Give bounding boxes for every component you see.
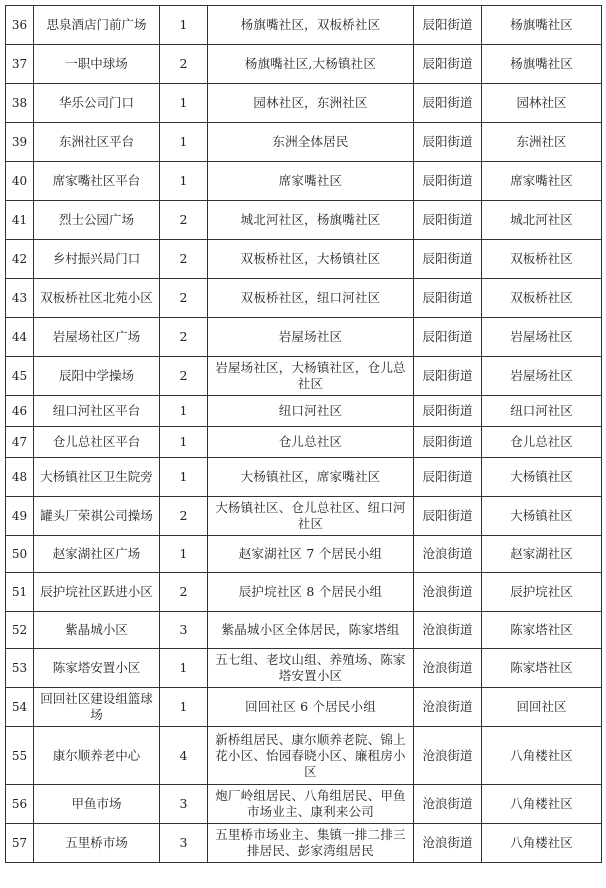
row-number: 40 xyxy=(6,162,34,201)
site-name: 仓儿总社区平台 xyxy=(34,427,160,458)
table-row xyxy=(6,612,602,649)
table-row xyxy=(6,396,602,427)
community: 纽口河社区 xyxy=(482,396,602,427)
street: 辰阳街道 xyxy=(414,84,482,123)
site-name: 辰护垸社区跃进小区 xyxy=(34,573,160,612)
table-row xyxy=(6,785,602,824)
community: 双板桥社区 xyxy=(482,240,602,279)
covered-area: 炮厂岭组居民、八角组居民、甲鱼市场业主、康利来公司 xyxy=(208,785,414,824)
covered-area: 杨旗嘴社区,大杨镇社区 xyxy=(208,45,414,84)
table-row xyxy=(6,318,602,357)
site-name: 罐头厂荣祺公司操场 xyxy=(34,497,160,536)
site-name: 乡村振兴局门口 xyxy=(34,240,160,279)
covered-area: 赵家湖社区 7 个居民小组 xyxy=(208,536,414,573)
document-page xyxy=(5,5,601,863)
covered-area: 纽口河社区 xyxy=(208,396,414,427)
point-count: 1 xyxy=(160,427,208,458)
covered-area: 席家嘴社区 xyxy=(208,162,414,201)
table-row xyxy=(6,201,602,240)
community: 席家嘴社区 xyxy=(482,162,602,201)
row-number: 54 xyxy=(6,688,34,727)
community: 大杨镇社区 xyxy=(482,458,602,497)
street: 沧浪街道 xyxy=(414,824,482,863)
row-number: 53 xyxy=(6,649,34,688)
table-row xyxy=(6,727,602,785)
point-count: 1 xyxy=(160,458,208,497)
row-number: 38 xyxy=(6,84,34,123)
street: 辰阳街道 xyxy=(414,240,482,279)
row-number: 43 xyxy=(6,279,34,318)
covered-area: 新桥组居民、康尔顺养老院、锦上花小区、怡园春晓小区、廉租房小区 xyxy=(208,727,414,785)
street: 辰阳街道 xyxy=(414,279,482,318)
row-number: 52 xyxy=(6,612,34,649)
point-count: 1 xyxy=(160,84,208,123)
community: 杨旗嘴社区 xyxy=(482,45,602,84)
point-count: 2 xyxy=(160,318,208,357)
street: 辰阳街道 xyxy=(414,357,482,396)
table-row xyxy=(6,279,602,318)
community: 园林社区 xyxy=(482,84,602,123)
community: 赵家湖社区 xyxy=(482,536,602,573)
site-name: 席家嘴社区平台 xyxy=(34,162,160,201)
street: 辰阳街道 xyxy=(414,458,482,497)
site-name: 一职中球场 xyxy=(34,45,160,84)
row-number: 45 xyxy=(6,357,34,396)
covered-area: 大杨镇社区、仓儿总社区、纽口河社区 xyxy=(208,497,414,536)
row-number: 39 xyxy=(6,123,34,162)
row-number: 48 xyxy=(6,458,34,497)
point-count: 2 xyxy=(160,573,208,612)
street: 辰阳街道 xyxy=(414,45,482,84)
site-name: 大杨镇社区卫生院旁 xyxy=(34,458,160,497)
table-row xyxy=(6,824,602,863)
community: 双板桥社区 xyxy=(482,279,602,318)
covered-area: 岩屋场社区 xyxy=(208,318,414,357)
table-row xyxy=(6,573,602,612)
covered-area: 双板桥社区，大杨镇社区 xyxy=(208,240,414,279)
point-count: 1 xyxy=(160,688,208,727)
site-name: 东洲社区平台 xyxy=(34,123,160,162)
community: 岩屋场社区 xyxy=(482,357,602,396)
street: 沧浪街道 xyxy=(414,649,482,688)
community: 大杨镇社区 xyxy=(482,497,602,536)
point-count: 2 xyxy=(160,497,208,536)
table-row xyxy=(6,536,602,573)
point-count: 1 xyxy=(160,396,208,427)
covered-area: 五里桥市场业主、集镇一排二排三排居民、彭家湾组居民 xyxy=(208,824,414,863)
point-count: 1 xyxy=(160,649,208,688)
covered-area: 五七组、老坟山组、养殖场、陈家塔安置小区 xyxy=(208,649,414,688)
covered-area: 紫晶城小区全体居民，陈家塔组 xyxy=(208,612,414,649)
street: 辰阳街道 xyxy=(414,396,482,427)
row-number: 36 xyxy=(6,6,34,45)
site-name: 岩屋场社区广场 xyxy=(34,318,160,357)
community: 东洲社区 xyxy=(482,123,602,162)
site-name: 华乐公司门口 xyxy=(34,84,160,123)
row-number: 44 xyxy=(6,318,34,357)
site-name: 陈家塔安置小区 xyxy=(34,649,160,688)
covered-area: 大杨镇社区，席家嘴社区 xyxy=(208,458,414,497)
street: 沧浪街道 xyxy=(414,785,482,824)
community: 回回社区 xyxy=(482,688,602,727)
site-name: 赵家湖社区广场 xyxy=(34,536,160,573)
covered-area: 城北河社区，杨旗嘴社区 xyxy=(208,201,414,240)
row-number: 50 xyxy=(6,536,34,573)
row-number: 41 xyxy=(6,201,34,240)
community: 辰护垸社区 xyxy=(482,573,602,612)
row-number: 57 xyxy=(6,824,34,863)
community: 城北河社区 xyxy=(482,201,602,240)
point-count: 2 xyxy=(160,240,208,279)
row-number: 49 xyxy=(6,497,34,536)
community: 仓儿总社区 xyxy=(482,427,602,458)
point-count: 1 xyxy=(160,536,208,573)
point-count: 2 xyxy=(160,279,208,318)
row-number: 46 xyxy=(6,396,34,427)
point-count: 3 xyxy=(160,612,208,649)
point-count: 1 xyxy=(160,123,208,162)
table-row xyxy=(6,458,602,497)
covered-area: 园林社区，东洲社区 xyxy=(208,84,414,123)
table-row xyxy=(6,123,602,162)
point-count: 1 xyxy=(160,162,208,201)
point-count: 1 xyxy=(160,6,208,45)
community: 陈家塔社区 xyxy=(482,649,602,688)
street: 辰阳街道 xyxy=(414,162,482,201)
covered-area: 岩屋场社区，大杨镇社区，仓儿总社区 xyxy=(208,357,414,396)
table-row xyxy=(6,45,602,84)
street: 沧浪街道 xyxy=(414,688,482,727)
point-count: 4 xyxy=(160,727,208,785)
row-number: 56 xyxy=(6,785,34,824)
table-row xyxy=(6,240,602,279)
point-count: 3 xyxy=(160,785,208,824)
table-row xyxy=(6,497,602,536)
row-number: 55 xyxy=(6,727,34,785)
table-row xyxy=(6,84,602,123)
site-name: 双板桥社区北苑小区 xyxy=(34,279,160,318)
site-name: 思泉酒店门前广场 xyxy=(34,6,160,45)
row-number: 37 xyxy=(6,45,34,84)
site-name: 辰阳中学操场 xyxy=(34,357,160,396)
row-number: 51 xyxy=(6,573,34,612)
point-count: 2 xyxy=(160,201,208,240)
covered-area: 回回社区 6 个居民小组 xyxy=(208,688,414,727)
street: 辰阳街道 xyxy=(414,427,482,458)
point-count: 2 xyxy=(160,357,208,396)
community: 八角楼社区 xyxy=(482,824,602,863)
row-number: 47 xyxy=(6,427,34,458)
row-number: 42 xyxy=(6,240,34,279)
site-name: 紫晶城小区 xyxy=(34,612,160,649)
street: 辰阳街道 xyxy=(414,6,482,45)
site-name: 甲鱼市场 xyxy=(34,785,160,824)
street: 沧浪街道 xyxy=(414,727,482,785)
covered-area: 东洲全体居民 xyxy=(208,123,414,162)
street: 辰阳街道 xyxy=(414,318,482,357)
point-count: 3 xyxy=(160,824,208,863)
covered-area: 双板桥社区，纽口河社区 xyxy=(208,279,414,318)
table-row xyxy=(6,649,602,688)
table-row xyxy=(6,688,602,727)
street: 辰阳街道 xyxy=(414,201,482,240)
site-name: 烈士公园广场 xyxy=(34,201,160,240)
street: 沧浪街道 xyxy=(414,612,482,649)
testing-sites-table xyxy=(5,5,602,863)
covered-area: 仓儿总社区 xyxy=(208,427,414,458)
street: 沧浪街道 xyxy=(414,536,482,573)
community: 八角楼社区 xyxy=(482,727,602,785)
site-name: 纽口河社区平台 xyxy=(34,396,160,427)
covered-area: 辰护垸社区 8 个居民小组 xyxy=(208,573,414,612)
site-name: 康尔顺养老中心 xyxy=(34,727,160,785)
covered-area: 杨旗嘴社区，双板桥社区 xyxy=(208,6,414,45)
street: 辰阳街道 xyxy=(414,123,482,162)
point-count: 2 xyxy=(160,45,208,84)
community: 陈家塔社区 xyxy=(482,612,602,649)
table-row xyxy=(6,162,602,201)
table-row xyxy=(6,427,602,458)
street: 辰阳街道 xyxy=(414,497,482,536)
community: 杨旗嘴社区 xyxy=(482,6,602,45)
community: 八角楼社区 xyxy=(482,785,602,824)
community: 岩屋场社区 xyxy=(482,318,602,357)
table-row xyxy=(6,6,602,45)
site-name: 五里桥市场 xyxy=(34,824,160,863)
table-row xyxy=(6,357,602,396)
site-name: 回回社区建设组篮球场 xyxy=(34,688,160,727)
street: 沧浪街道 xyxy=(414,573,482,612)
